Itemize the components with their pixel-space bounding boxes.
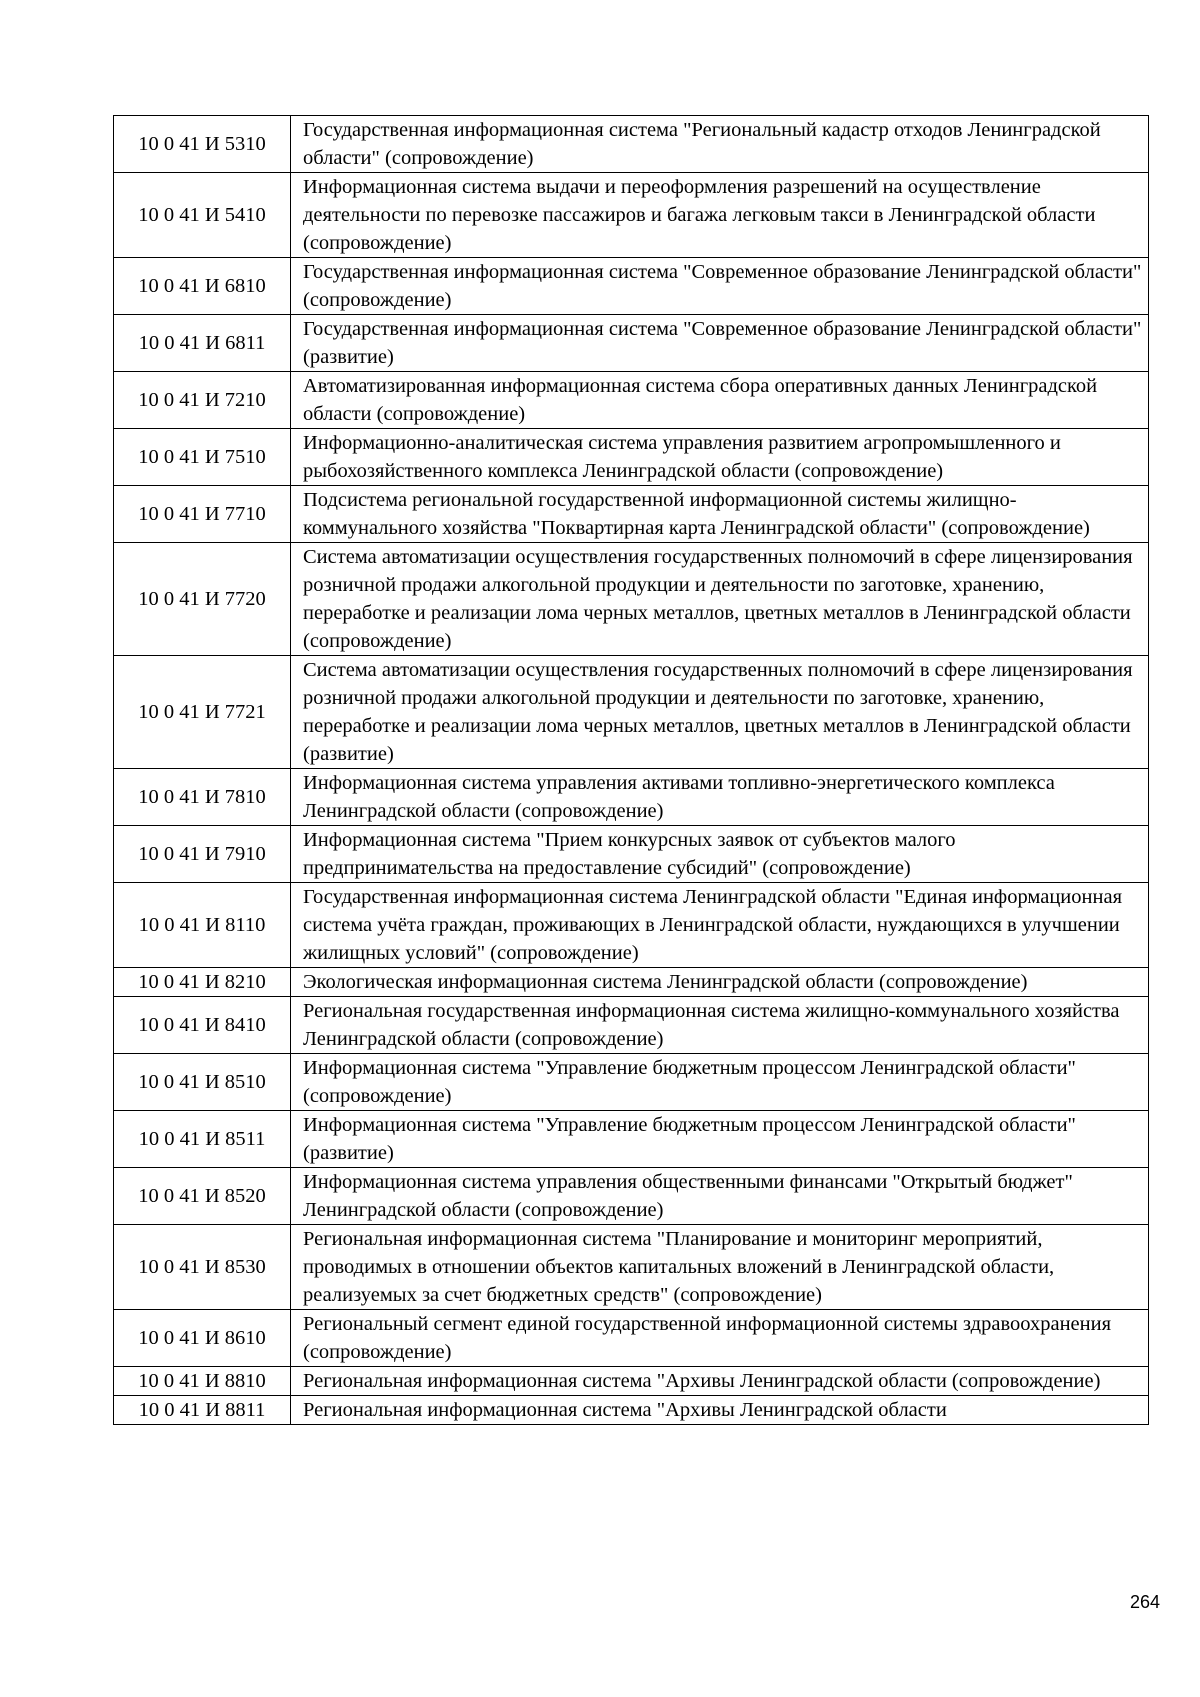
row-description: Региональная информационная система "Архивы Ленинградской области [291,1396,1149,1425]
table-row [114,1396,1149,1425]
row-description: Система автоматизации осуществления государственных полномочий в сфере лицензирования розничной продажи алкогольной продукции и деятельности по заготовке, хранению, переработке и реализации лома черных металлов, цветных металлов в Ленинградской области (сопровождение) [291,543,1149,656]
row-description: Информационная система "Управление бюджетным процессом Ленинградской области" (сопровождение) [291,1054,1149,1111]
table-row [114,883,1149,968]
row-description: Региональная информационная система "Архивы Ленинградской области (сопровождение) [291,1367,1149,1396]
table-row [114,543,1149,656]
table-row [114,116,1149,173]
row-description: Информационно-аналитическая система управления развитием агропромышленного и рыбохозяйственного комплекса Ленинградской области (сопровождение) [291,429,1149,486]
row-code: 10 0 41 И 8810 [114,1367,291,1396]
table-row [114,173,1149,258]
row-code: 10 0 41 И 8511 [114,1111,291,1168]
table-row [114,1367,1149,1396]
table-row [114,258,1149,315]
row-code: 10 0 41 И 6810 [114,258,291,315]
row-description: Информационная система выдачи и переоформления разрешений на осуществление деятельности по перевозке пассажиров и багажа легковым такси в Ленинградской области (сопровождение) [291,173,1149,258]
row-description: Государственная информационная система "Современное образование Ленинградской области" (развитие) [291,315,1149,372]
table-row [114,656,1149,769]
row-code: 10 0 41 И 8610 [114,1310,291,1367]
table-row [114,997,1149,1054]
table-row [114,315,1149,372]
row-code: 10 0 41 И 7721 [114,656,291,769]
row-code: 10 0 41 И 7720 [114,543,291,656]
row-description: Подсистема региональной государственной информационной системы жилищно-коммунального хозяйства "Поквартирная карта Ленинградской области" (сопровождение) [291,486,1149,543]
page-number: 264 [1129,1592,1160,1612]
row-code: 10 0 41 И 8811 [114,1396,291,1425]
row-code: 10 0 41 И 8530 [114,1225,291,1310]
row-description: Государственная информационная система Ленинградской области "Единая информационная система учёта граждан, проживающих в Ленинградской области, нуждающихся в улучшении жилищных условий" (сопровождение) [291,883,1149,968]
row-code: 10 0 41 И 8110 [114,883,291,968]
row-description: Региональный сегмент единой государственной информационной системы здравоохранения (сопровождение) [291,1310,1149,1367]
row-code: 10 0 41 И 8210 [114,968,291,997]
budget-code-table [113,115,1149,1425]
row-description: Информационная система управления общественными финансами "Открытый бюджет" Ленинградской области (сопровождение) [291,1168,1149,1225]
row-code: 10 0 41 И 7810 [114,769,291,826]
row-code: 10 0 41 И 8520 [114,1168,291,1225]
row-code: 10 0 41 И 5410 [114,173,291,258]
row-code: 10 0 41 И 5310 [114,116,291,173]
table-row [114,1111,1149,1168]
table-body [114,116,1149,1425]
row-description: Региональная государственная информационная система жилищно-коммунального хозяйства Ленинградской области (сопровождение) [291,997,1149,1054]
table-row [114,1310,1149,1367]
row-description: Региональная информационная система "Планирование и мониторинг мероприятий, проводимых в отношении объектов капитальных вложений в Ленинградской области, реализуемых за счет бюджетных средств" (сопровождение) [291,1225,1149,1310]
row-description: Автоматизированная информационная система сбора оперативных данных Ленинградской области (сопровождение) [291,372,1149,429]
row-description: Система автоматизации осуществления государственных полномочий в сфере лицензирования розничной продажи алкогольной продукции и деятельности по заготовке, хранению, переработке и реализации лома черных металлов, цветных металлов в Ленинградской области (развитие) [291,656,1149,769]
row-code: 10 0 41 И 7510 [114,429,291,486]
row-description: Экологическая информационная система Ленинградской области (сопровождение) [291,968,1149,997]
table-row [114,486,1149,543]
row-description: Информационная система управления активами топливно-энергетического комплекса Ленинградской области (сопровождение) [291,769,1149,826]
row-description: Информационная система "Прием конкурсных заявок от субъектов малого предпринимательства на предоставление субсидий" (сопровождение) [291,826,1149,883]
row-description: Государственная информационная система "Региональный кадастр отходов Ленинградской области" (сопровождение) [291,116,1149,173]
table-row [114,826,1149,883]
table-row [114,769,1149,826]
table-row [114,1168,1149,1225]
row-code: 10 0 41 И 7210 [114,372,291,429]
row-code: 10 0 41 И 8410 [114,997,291,1054]
table-row [114,968,1149,997]
row-description: Государственная информационная система "Современное образование Ленинградской области" (сопровождение) [291,258,1149,315]
row-description: Информационная система "Управление бюджетным процессом Ленинградской области" (развитие) [291,1111,1149,1168]
table-row [114,1054,1149,1111]
row-code: 10 0 41 И 7710 [114,486,291,543]
row-code: 10 0 41 И 6811 [114,315,291,372]
table-row [114,372,1149,429]
row-code: 10 0 41 И 7910 [114,826,291,883]
row-code: 10 0 41 И 8510 [114,1054,291,1111]
table-row [114,429,1149,486]
table-row [114,1225,1149,1310]
